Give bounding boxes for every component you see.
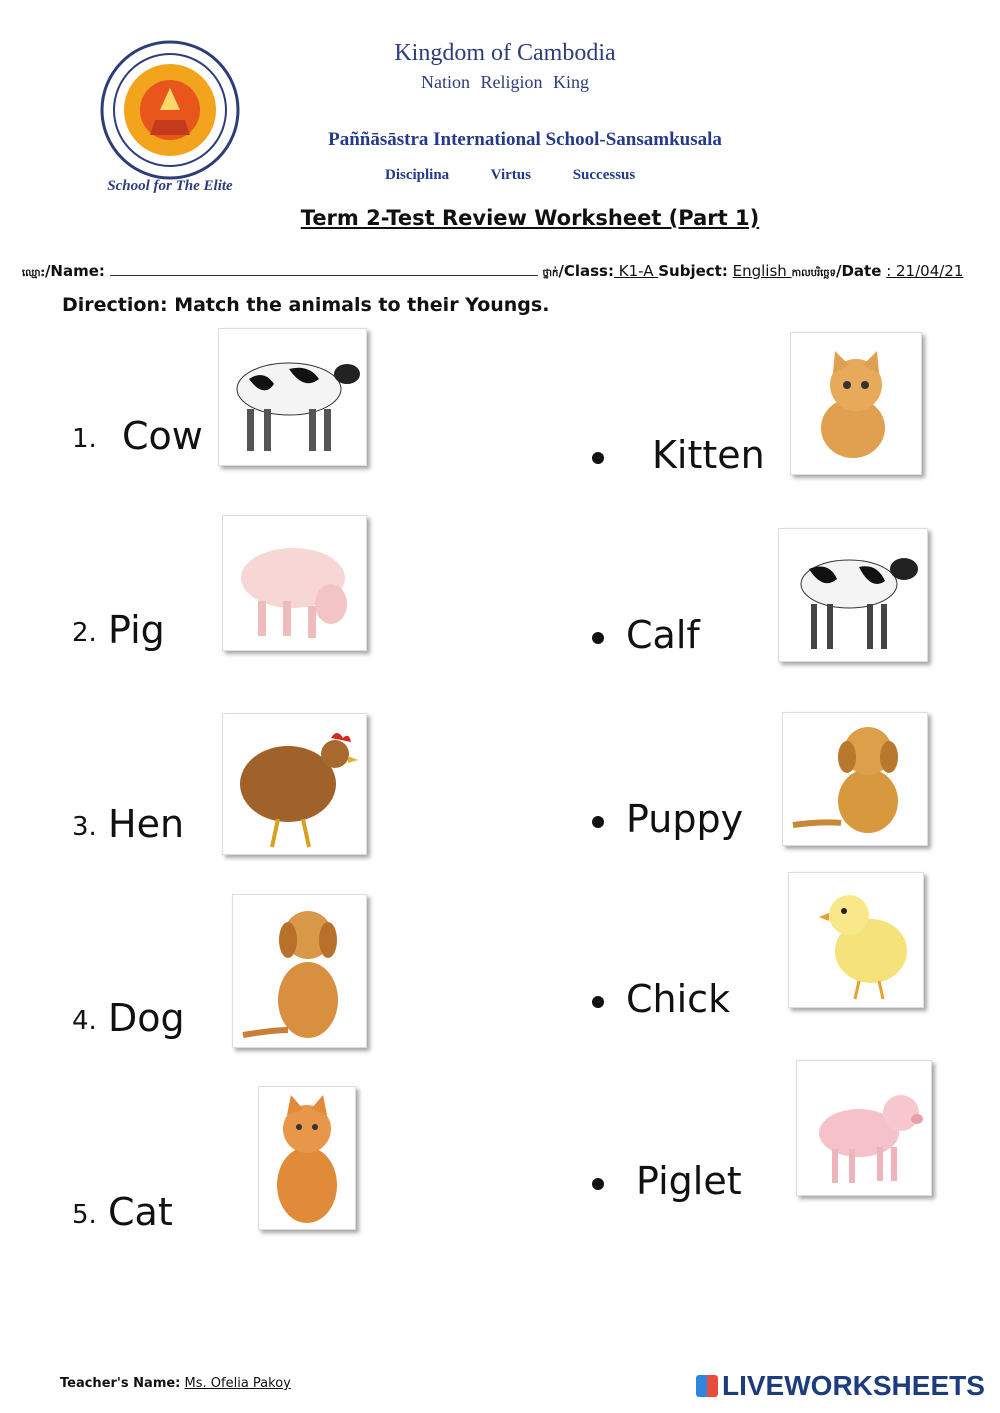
class-value: K1-A xyxy=(613,262,659,280)
value-disciplina: Disciplina xyxy=(385,167,450,183)
item-number: 4. xyxy=(72,1006,97,1036)
puppy-image[interactable] xyxy=(782,712,928,846)
liveworksheets-logo[interactable] xyxy=(696,1370,985,1402)
young-word-chick[interactable]: Chick xyxy=(626,977,731,1021)
hen-image[interactable] xyxy=(222,713,367,855)
bullet-icon xyxy=(592,996,604,1008)
khmer-date-label: កាលបរិច្ឆេទ xyxy=(791,268,836,279)
school-logo xyxy=(95,40,245,200)
young-word-calf[interactable]: Calf xyxy=(626,613,700,657)
young-word-kitten[interactable]: Kitten xyxy=(652,433,765,477)
cow-image[interactable] xyxy=(218,328,367,466)
name-label: /Name: xyxy=(44,262,105,280)
khmer-class-label: ថ្នាក់ xyxy=(542,268,559,279)
animal-word-hen[interactable]: Hen xyxy=(108,802,185,846)
student-info-row xyxy=(22,262,992,281)
bullet-icon xyxy=(592,452,604,464)
direction-text: Direction: Match the animals to their Youngs. xyxy=(62,294,550,316)
animal-word-cow[interactable]: Cow xyxy=(122,414,203,458)
item-number: 3. xyxy=(72,812,97,842)
young-word-piglet[interactable]: Piglet xyxy=(636,1159,742,1203)
logo-motto: School for The Elite xyxy=(107,178,233,194)
bullet-icon xyxy=(592,816,604,828)
chick-image[interactable] xyxy=(788,872,924,1008)
item-number: 2. xyxy=(72,618,97,648)
kitten-image[interactable] xyxy=(790,332,922,475)
item-number: 1. xyxy=(72,424,97,454)
subject-label: Subject: xyxy=(658,262,728,280)
piglet-image[interactable] xyxy=(796,1060,932,1196)
khmer-name-label: ឈ្មោះ xyxy=(22,268,45,279)
cat-image[interactable] xyxy=(258,1086,356,1230)
young-word-puppy[interactable]: Puppy xyxy=(626,797,744,841)
calf-image[interactable] xyxy=(778,528,928,662)
value-successus: Successus xyxy=(572,167,636,183)
teacher-name: Ms. Ofelia Pakoy xyxy=(184,1376,291,1391)
dog-image[interactable] xyxy=(232,894,367,1048)
subject-value: English xyxy=(732,262,792,280)
date-label: /Date xyxy=(836,262,882,280)
date-value: : 21/04/21 xyxy=(886,262,964,280)
school-name: Paññāsāstra International School-Sansamkusala xyxy=(328,129,722,150)
school-values xyxy=(385,167,685,184)
bullet-icon xyxy=(592,632,604,644)
worksheet-title: Term 2-Test Review Worksheet (Part 1) xyxy=(300,206,760,230)
pig-image[interactable] xyxy=(222,515,367,651)
class-label: /Class: xyxy=(558,262,614,280)
animal-word-cat[interactable]: Cat xyxy=(108,1190,173,1234)
liveworksheets-brand: LIVEWORKSHEETS xyxy=(722,1370,985,1401)
name-field[interactable] xyxy=(110,263,538,276)
teacher-info xyxy=(60,1376,291,1391)
bullet-icon xyxy=(592,1178,604,1190)
animal-word-dog[interactable]: Dog xyxy=(108,996,185,1040)
national-motto: Nation Religion King xyxy=(421,72,589,92)
animal-word-pig[interactable]: Pig xyxy=(108,608,165,652)
item-number: 5. xyxy=(72,1200,97,1230)
value-virtus: Virtus xyxy=(490,167,531,183)
kingdom-heading: Kingdom of Cambodia xyxy=(394,40,616,66)
teacher-label: Teacher's Name: xyxy=(60,1376,181,1391)
liveworksheets-icon xyxy=(696,1375,718,1397)
